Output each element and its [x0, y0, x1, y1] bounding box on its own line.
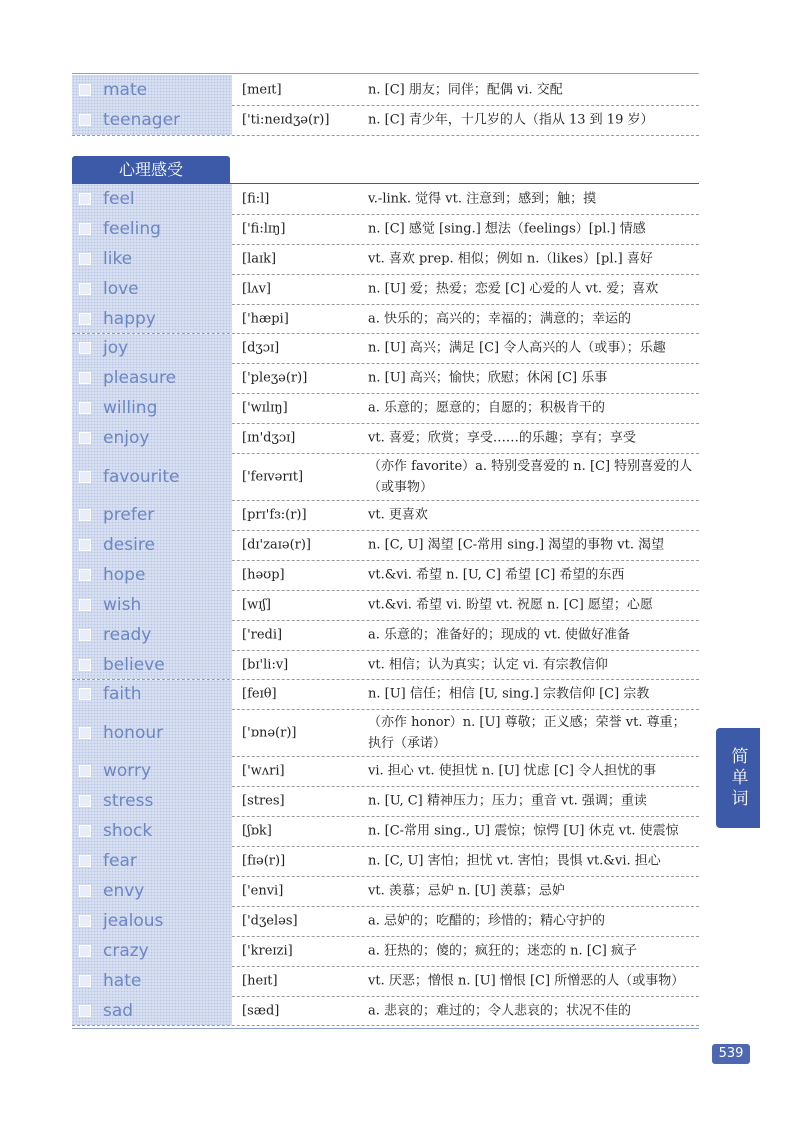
phonetic: ['hæpi] [242, 311, 289, 327]
definition: n. [C] 朋友；同伴；配偶 vi. 交配 [368, 82, 563, 98]
vocab-row [72, 590, 699, 621]
word-cell [72, 453, 232, 500]
vocab-row [72, 184, 699, 215]
vocab-word: like [103, 248, 133, 269]
word-cell [72, 393, 232, 423]
word-cell [72, 363, 232, 393]
definition: v.-link. 觉得 vt. 注意到；感到；触；摸 [368, 191, 597, 207]
vocab-word: wish [103, 594, 142, 615]
phonetic: [sæd] [242, 1003, 280, 1019]
checkbox-icon [79, 765, 91, 777]
phonetic: [heɪt] [242, 973, 278, 989]
vocab-word: willing [103, 398, 158, 419]
checkbox-icon [79, 539, 91, 551]
definition: n. [C] 青少年，十几岁的人（指从 13 到 19 岁） [368, 112, 654, 128]
word-cell [72, 756, 232, 786]
vocab-row [72, 530, 699, 561]
vocab-word: teenager [103, 110, 181, 130]
definition: a. 乐意的；愿意的；自愿的；积极肯干的 [368, 400, 606, 416]
definition: n. [U] 爱；热爱；恋爱 [C] 心爱的人 vt. 爱；喜欢 [368, 281, 659, 297]
word-cell [72, 274, 232, 304]
checkbox-icon [79, 975, 91, 987]
phonetic: ['wɪlɪŋ] [242, 400, 288, 416]
word-cell [72, 996, 232, 1026]
vocab-word: sad [103, 1000, 134, 1021]
phonetic: [ʃɒk] [242, 823, 272, 839]
vocab-row [72, 966, 699, 997]
definition: n. [U] 高兴；满足 [C] 令人高兴的人（或事）；乐趣 [368, 340, 666, 356]
checkbox-icon [79, 727, 91, 739]
vocab-word: hope [103, 564, 146, 585]
vocab-word: worry [103, 761, 152, 782]
definition: （亦作 favorite）a. 特别受喜爱的 n. [C] 特别喜爱的人（或事物） [368, 458, 693, 495]
checkbox-icon [79, 1005, 91, 1017]
checkbox-icon [79, 253, 91, 265]
checkbox-icon [79, 283, 91, 295]
side-tab: 简单词 [716, 728, 760, 828]
checkbox-icon [79, 688, 91, 700]
vocab-row [72, 75, 699, 106]
definition: a. 乐意的；准备好的；现成的 vt. 使做好准备 [368, 627, 630, 643]
word-cell [72, 876, 232, 906]
phonetic: [bɪ'li:v] [242, 657, 289, 673]
checkbox-icon [79, 223, 91, 235]
phonetic: ['dʒeləs] [242, 913, 298, 929]
vocab-word: desire [103, 534, 155, 555]
phonetic: [meɪt] [242, 82, 282, 98]
vocab-row [72, 620, 699, 651]
checkbox-icon [79, 795, 91, 807]
vocab-row [72, 680, 699, 711]
word-cell [72, 423, 232, 453]
checkbox-icon [79, 402, 91, 414]
vocab-row [72, 244, 699, 275]
vocab-row [72, 334, 699, 365]
definition: （亦作 honor）n. [U] 尊敬；正义感；荣誉 vt. 尊重；执行（承诺） [368, 714, 686, 751]
checkbox-icon [79, 432, 91, 444]
vocab-row [72, 876, 699, 907]
phonetic: [dɪ'zaɪə(r)] [242, 537, 312, 553]
vocab-row [72, 756, 699, 787]
phonetic: [prɪ'fɜ:(r)] [242, 507, 307, 523]
checkbox-icon [79, 471, 91, 483]
checkbox-icon [79, 114, 91, 126]
vocab-word: faith [103, 684, 142, 705]
definition: a. 快乐的；高兴的；幸福的；满意的；幸运的 [368, 311, 632, 327]
word-cell [72, 244, 232, 274]
bottom-rule [72, 1028, 699, 1029]
vocab-word: envy [103, 880, 145, 901]
phonetic: [stres] [242, 793, 285, 809]
checkbox-icon [79, 945, 91, 957]
vocab-word: feeling [103, 218, 161, 239]
vocab-word: enjoy [103, 428, 150, 449]
phonetic: [fi:l] [242, 191, 270, 207]
vocab-row [72, 996, 699, 1027]
word-cell [72, 500, 232, 530]
vocab-row [72, 906, 699, 937]
definition: vt. 厌恶；憎恨 n. [U] 憎恨 [C] 所憎恶的人（或事物） [368, 973, 685, 989]
definition: n. [C, U] 渴望 [C-常用 sing.] 渴望的事物 vt. 渴望 [368, 537, 665, 553]
checkbox-icon [79, 855, 91, 867]
checkbox-icon [79, 629, 91, 641]
vocab-word: jealous [103, 910, 164, 931]
word-cell [72, 620, 232, 650]
word-cell [72, 184, 232, 214]
vocab-row [72, 363, 699, 394]
checkbox-icon [79, 599, 91, 611]
definition: vt.&vi. 希望 n. [U, C] 希望 [C] 希望的东西 [368, 567, 625, 583]
phonetic: ['envi] [242, 883, 284, 899]
checkbox-icon [79, 915, 91, 927]
vocab-row [72, 560, 699, 591]
checkbox-icon [79, 509, 91, 521]
word-cell [72, 846, 232, 876]
vocab-row [72, 816, 699, 847]
vocab-word: shock [103, 821, 153, 842]
vocab-row [72, 453, 699, 501]
definition: n. [C-常用 sing., U] 震惊；惊愕 [U] 休克 vt. 使震惊 [368, 823, 679, 839]
word-cell [72, 590, 232, 620]
vocab-row [72, 423, 699, 454]
phonetic: ['ti:neɪdʒə(r)] [242, 112, 330, 128]
vocab-word: honour [103, 722, 164, 743]
word-cell [72, 906, 232, 936]
definition: vt. 喜欢 prep. 相似；例如 n.（likes）[pl.] 喜好 [368, 251, 653, 267]
vocab-word: happy [103, 308, 156, 329]
definition: vt.&vi. 希望 vi. 盼望 vt. 祝愿 n. [C] 愿望；心愿 [368, 597, 653, 613]
vocab-row [72, 709, 699, 757]
definition: vt. 喜爱；欣赏；享受……的乐趣；享有；享受 [368, 430, 636, 446]
word-cell [72, 530, 232, 560]
vocab-word: believe [103, 654, 165, 675]
word-cell [72, 936, 232, 966]
vocab-word: ready [103, 624, 152, 645]
vocab-word: hate [103, 970, 142, 991]
word-cell [72, 560, 232, 590]
word-cell [72, 786, 232, 816]
checkbox-icon [79, 885, 91, 897]
phonetic: ['pleʒə(r)] [242, 370, 308, 386]
definition: n. [U] 信任；相信 [U, sing.] 宗教信仰 [C] 宗教 [368, 686, 650, 702]
phonetic: ['wʌri] [242, 763, 285, 779]
top-rule [72, 73, 699, 74]
vocab-row [72, 393, 699, 424]
vocab-row [72, 274, 699, 305]
vocab-word: joy [103, 338, 129, 359]
phonetic: [laɪk] [242, 251, 277, 267]
vocab-word: stress [103, 791, 154, 812]
vocab-word: love [103, 278, 139, 299]
vocab-row [72, 500, 699, 531]
checkbox-icon [79, 193, 91, 205]
vocab-word: feel [103, 188, 135, 209]
definition: a. 狂热的；傻的；疯狂的；迷恋的 n. [C] 疯子 [368, 943, 638, 959]
checkbox-icon [79, 372, 91, 384]
word-cell [72, 680, 232, 710]
word-cell [72, 75, 232, 105]
phonetic: [fɪə(r)] [242, 853, 286, 869]
checkbox-icon [79, 825, 91, 837]
vocab-word: fear [103, 851, 137, 872]
word-cell [72, 650, 232, 680]
definition: n. [U, C] 精神压力；压力；重音 vt. 强调；重读 [368, 793, 647, 809]
vocab-row [72, 936, 699, 967]
vocab-row [72, 105, 699, 136]
phonetic: [dʒɔɪ] [242, 340, 280, 356]
phonetic: [feɪθ] [242, 686, 277, 702]
vocab-word: prefer [103, 505, 155, 526]
word-cell [72, 214, 232, 244]
definition: vt. 羡慕；忌妒 n. [U] 羡慕；忌妒 [368, 883, 565, 899]
definition: vt. 更喜欢 [368, 507, 428, 523]
definition: n. [C] 感觉 [sing.] 想法（feelings）[pl.] 情感 [368, 221, 646, 237]
definition: vi. 担心 vt. 使担忧 n. [U] 忧虑 [C] 令人担忧的事 [368, 763, 657, 779]
word-cell [72, 709, 232, 756]
vocab-row [72, 846, 699, 877]
word-cell [72, 816, 232, 846]
vocab-word: mate [103, 80, 148, 100]
section-title: 心理感受 [72, 156, 230, 184]
word-cell [72, 105, 232, 135]
word-cell [72, 966, 232, 996]
definition: a. 忌妒的；吃醋的；珍惜的；精心守护的 [368, 913, 606, 929]
definition: n. [U] 高兴；愉快；欣慰；休闲 [C] 乐事 [368, 370, 608, 386]
phonetic: [wɪʃ] [242, 597, 271, 613]
vocab-word: pleasure [103, 368, 177, 389]
checkbox-icon [79, 313, 91, 325]
phonetic: ['ɒnə(r)] [242, 725, 297, 741]
phonetic: [həʊp] [242, 567, 285, 583]
word-cell [72, 334, 232, 364]
vocab-row [72, 304, 699, 335]
page-number: 539 [712, 1044, 750, 1064]
word-cell [72, 304, 232, 334]
definition: n. [C, U] 害怕；担忧 vt. 害怕；畏惧 vt.&vi. 担心 [368, 853, 661, 869]
vocab-word: crazy [103, 940, 149, 961]
phonetic: ['fi:lɪŋ] [242, 221, 286, 237]
phonetic: [lʌv] [242, 281, 271, 297]
vocab-word: favourite [103, 466, 180, 487]
vocab-row [72, 786, 699, 817]
phonetic: ['redi] [242, 627, 283, 643]
vocab-row [72, 650, 699, 681]
definition: vt. 相信；认为真实；认定 vi. 有宗教信仰 [368, 657, 608, 673]
vocab-row [72, 214, 699, 245]
phonetic: ['kreɪzi] [242, 943, 293, 959]
phonetic: ['feɪvərɪt] [242, 469, 304, 485]
checkbox-icon [79, 84, 91, 96]
definition: a. 悲哀的；难过的；令人悲哀的；状况不佳的 [368, 1003, 632, 1019]
phonetic: [ɪn'dʒɔɪ] [242, 430, 296, 446]
checkbox-icon [79, 569, 91, 581]
checkbox-icon [79, 342, 91, 354]
checkbox-icon [79, 659, 91, 671]
